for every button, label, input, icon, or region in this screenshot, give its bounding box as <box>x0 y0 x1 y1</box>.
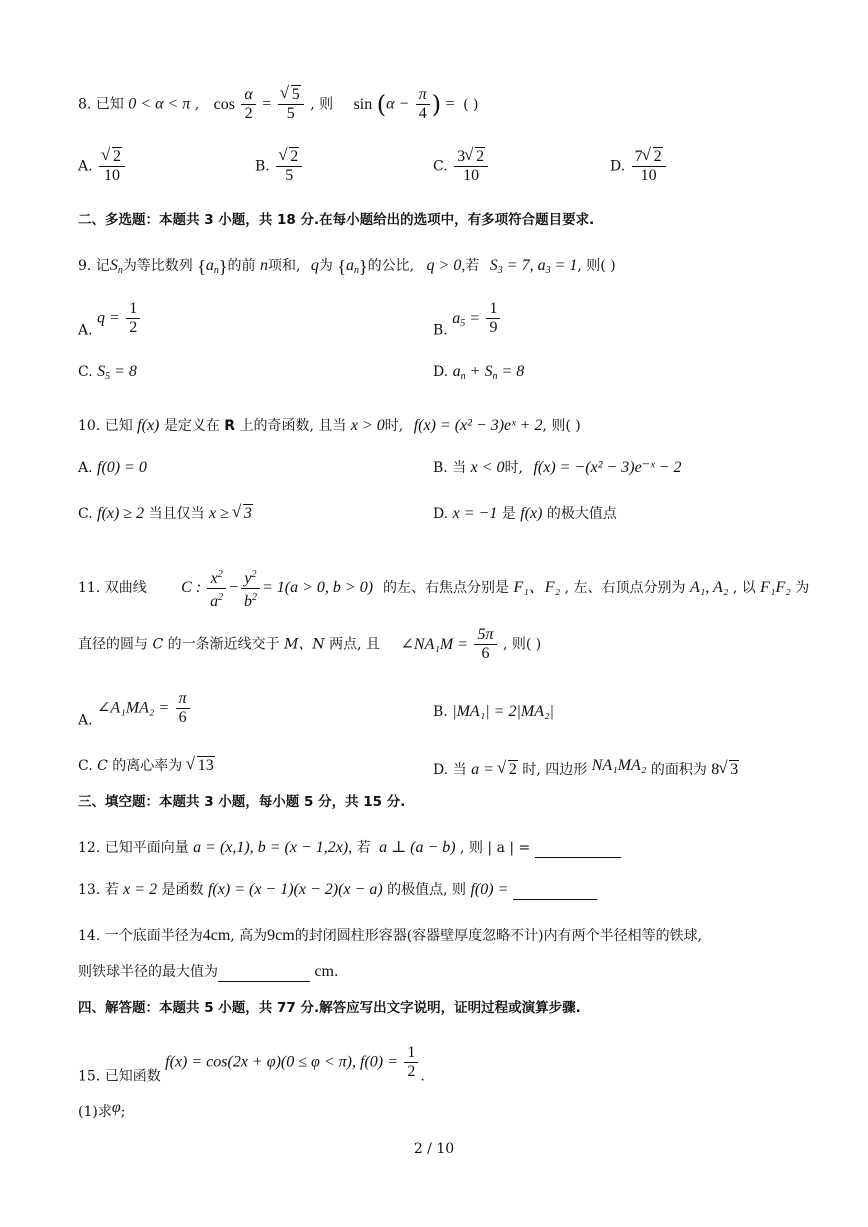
q8-then: , 则 <box>310 96 334 113</box>
q8-opt-c-frac: $\frac{3√ 2}{10}$ <box>454 148 488 185</box>
q10-opt-d-text-2: 的极大值点 <box>546 506 617 522</box>
q11-option-c <box>78 756 215 776</box>
question-12 <box>78 838 621 858</box>
q9-seq-2: $\{a_n\}$ <box>337 256 368 277</box>
q12-text-3: , 则 | a | = <box>460 840 531 856</box>
q8-opt-a-label: A. <box>78 158 93 175</box>
q9-option-a <box>78 300 142 341</box>
q15-frac: $\frac{1}{2}$ <box>404 1044 418 1081</box>
q9-n: n <box>260 257 268 274</box>
q8-eq: = <box>262 95 272 113</box>
page-number: 2 / 10 <box>413 1141 455 1157</box>
q8-sin-frac: $\frac{\pi}{4}$ <box>416 86 430 123</box>
q11-opt-d-area: 8√ 3 <box>711 761 739 778</box>
q8-opt-b-label: B. <box>255 158 270 175</box>
q10-opt-c-cond: x ≥ √ 3 <box>209 505 253 522</box>
q9-opt-b-label: B. <box>433 322 448 339</box>
q14-l2-text: 则铁球半径的最大值为 <box>78 964 218 980</box>
q10-opt-a-label: A. <box>78 460 93 476</box>
q15-text-1: 15. 已知函数 <box>78 1068 161 1085</box>
q8-option-b <box>255 148 304 185</box>
q11-opt-d-text-1: 当 <box>452 762 467 778</box>
q9-opt-a-frac: $\frac{1}{2}$ <box>126 300 140 337</box>
q9-text-4: 项和, <box>268 258 301 274</box>
q10-text-3: 上的奇函数, 且当 <box>239 418 347 434</box>
q11-text-2: 的左、右焦点分别是 <box>383 580 510 597</box>
q11-l2-mn: M、N <box>284 636 325 653</box>
q11-angle: ∠NA₁M = <box>400 635 469 653</box>
q11-opt-d-label: D. <box>433 762 449 778</box>
q8-opt-b-frac: √ $\frac{2}{5}$ <box>276 148 302 185</box>
question-8-stem: 8. 已知 0 < α < π , cos $\frac{\alpha}{2}$ = √ $\frac{5}{5}$ , 则 sin (α − $\frac{\pi}{4}$ ) = ( ) <box>78 86 478 123</box>
q12-vectors: a = (x,1), b = (x − 1,2x), <box>193 839 353 856</box>
q10-opt-d-label: D. <box>433 506 449 522</box>
q11-text-5: 为 <box>795 580 810 597</box>
q9-q: q <box>310 257 319 274</box>
q15-period: . <box>420 1068 425 1085</box>
q10-expr: f(x) = (x² − 3)eˣ + 2 <box>413 417 543 434</box>
q11-opt-c-text: 的离心率为 <box>112 758 183 774</box>
q9-text-3: 的前 <box>227 258 256 274</box>
q13-text-1: 13. 若 <box>78 882 119 898</box>
q14-text-3: 的封闭圆柱形容器(容器壁厚度忽略不计)内有两个半径相等的铁球, <box>294 928 703 944</box>
q10-opt-b-mid: 时, <box>504 460 524 476</box>
section-3-heading: 三、填空题：本题共 3 小题，每小题 5 分，共 15 分. <box>78 794 406 810</box>
q10-fx: f(x) <box>137 417 160 434</box>
q11-text-1: 11. 双曲线 <box>78 580 147 597</box>
q11-opt-a-label: A. <box>78 712 93 729</box>
question-11-line-2 <box>78 626 541 663</box>
q8-opt-c-label: C. <box>433 158 448 175</box>
q11-option-d <box>433 756 739 780</box>
q8-cos-rhs: √ $\frac{5}{5}$ <box>278 86 304 123</box>
q9-opt-b-lhs: $a_5$ = <box>452 309 480 329</box>
q10-option-d <box>433 504 617 524</box>
q13-f0: f(0) = <box>470 881 509 898</box>
q15-phi: φ <box>111 1099 121 1116</box>
q12-condition: a ⊥ (a − b) <box>379 839 456 856</box>
q8-cos-frac: $\frac{\alpha}{2}$ <box>241 86 255 123</box>
q9-option-c <box>78 362 137 387</box>
q11-option-b <box>433 702 554 722</box>
q13-text-3: 的极值点, 则 <box>387 882 467 898</box>
q9-opt-c-label: C. <box>78 364 93 380</box>
q10-text-1: 10. 已知 <box>78 418 133 434</box>
q11-text-4: , 以 <box>732 580 756 597</box>
q11-opt-d-text-2: 时, 四边形 <box>522 762 588 778</box>
q10-text-2: 是定义在 <box>163 418 220 434</box>
q14-text-1: 14. 一个底面半径为 <box>78 928 203 944</box>
question-13 <box>78 880 597 900</box>
q11-l2-text-4: , 则( ) <box>502 636 542 653</box>
q9-text-7: 若 <box>465 258 480 274</box>
q11-opt-c-rad: √ 13 <box>187 756 215 776</box>
q10-cond: x > 0 <box>350 417 385 434</box>
q11-angle-frac: $\frac{5\pi}{6}$ <box>474 626 496 663</box>
q8-opt-d-label: D. <box>610 158 626 175</box>
q13-x: x = 2 <box>123 881 158 898</box>
q8-option-d <box>610 148 668 185</box>
q10-option-c <box>78 504 253 524</box>
q11-opt-b-label: B. <box>433 704 448 720</box>
q9-opt-a-lhs: q = <box>97 309 120 327</box>
q15-semicolon: ; <box>120 1104 126 1120</box>
q10-opt-d-text-1: 是 <box>501 506 516 522</box>
q11-l2-text-2: 的一条渐近线交于 <box>167 636 280 653</box>
q14-height: 9cm <box>267 927 295 944</box>
q13-fx: f(x) = (x − 1)(x − 2)(x − a) <box>207 881 383 898</box>
q8-opt-d-frac: $\frac{7√ 2}{10}$ <box>632 148 666 185</box>
q10-option-a <box>78 458 147 478</box>
q14-answer-blank[interactable] <box>218 965 310 982</box>
section-2-heading: 二、多选题：本题共 3 小题，共 18 分.在每小题给出的选项中，有多项符合题目要求. <box>78 212 595 228</box>
q9-text-1: 9. 记 <box>78 258 110 274</box>
q11-l2-text-1: 直径的圆与 <box>78 636 148 653</box>
q9-seq: $\{a_n\}$ <box>197 256 228 277</box>
q11-opt-d-text-3: 的面积为 <box>650 762 707 778</box>
q11-opt-c-label: C. <box>78 758 93 774</box>
q9-option-d <box>433 362 524 387</box>
q10-text-5: , 则( ) <box>542 418 581 434</box>
q10-opt-c-label: C. <box>78 506 93 522</box>
q15-fx: f(x) = cos(2x + φ)(0 ≤ φ < π), f(0) = <box>165 1053 398 1071</box>
question-15-part-1 <box>78 1098 125 1122</box>
q9-opt-b-frac: $\frac{1}{9}$ <box>486 300 500 337</box>
q9-opt-a-label: A. <box>78 322 93 339</box>
q11-opt-a-frac: $\frac{\pi}{6}$ <box>176 690 190 727</box>
q9-text-8: , 则( ) <box>577 258 616 274</box>
q12-text-2: 若 <box>356 840 371 856</box>
q9-text-5: 为 <box>318 258 333 274</box>
q8-option-c <box>433 148 490 185</box>
q11-text-3: , 左、右顶点分别为 <box>564 580 686 597</box>
q10-opt-b-cond: x < 0 <box>470 459 505 476</box>
q8-tail: = <box>445 95 455 113</box>
question-11-stem <box>78 566 809 611</box>
q11-option-a <box>78 690 192 731</box>
q10-option-b <box>433 458 681 478</box>
q13-answer-blank[interactable] <box>513 883 597 900</box>
question-14-line-2 <box>78 962 338 982</box>
q9-sn: $S_n$ <box>109 257 123 276</box>
q11-l2-c: C <box>152 636 164 653</box>
q13-text-2: 是函数 <box>161 882 204 898</box>
q8-cos-lhs: cos <box>213 95 235 113</box>
q10-R: R <box>224 418 236 434</box>
q9-given: $S_3 = 7$, $a_3 = 1$ <box>489 257 578 276</box>
q10-opt-b-pre: 当 <box>452 460 467 476</box>
q12-text-1: 12. 已知平面向量 <box>78 840 189 856</box>
question-9-stem <box>78 256 616 281</box>
q14-period: . <box>334 964 339 980</box>
q10-opt-a-expr: f(0) = 0 <box>97 459 147 476</box>
q12-answer-blank[interactable] <box>535 841 621 858</box>
q11-opt-d-cond: a = √ 2 <box>471 761 518 778</box>
question-10-stem <box>78 416 581 436</box>
q15-part-1-text: (1)求 <box>78 1104 112 1120</box>
q11-foci: F₁、F₂ <box>513 579 561 597</box>
q11-opt-d-quad: NA₁MA₂ <box>591 757 647 774</box>
q9-opt-c-expr: $S_5 = 8$ <box>97 363 137 382</box>
q8-sin-arg: α − <box>386 95 410 113</box>
q14-radius: 4cm <box>202 927 231 944</box>
q9-opt-d-expr: $a_n + S_n = 8$ <box>452 363 525 382</box>
q11-opt-b-expr: |MA₁| = 2|MA₂| <box>452 703 554 720</box>
q11-f1f2: F₁F₂ <box>760 579 791 597</box>
q11-l2-text-3: 两点, 且 <box>329 636 381 653</box>
q8-stem-text: 8. 已知 <box>78 96 124 113</box>
q8-sep: , <box>194 96 200 113</box>
q8-condition: 0 < α < π <box>128 95 191 113</box>
q9-condition: q > 0, <box>426 257 466 274</box>
q9-text-6: 的公比, <box>367 258 415 274</box>
q10-text-4: 时, <box>384 418 404 434</box>
q8-opt-a-frac: √ $\frac{2}{10}$ <box>99 148 125 185</box>
q8-answer-paren: ( ) <box>463 96 479 113</box>
q11-hyperbola: C : $\frac{x^2}{a^2}$ − $\frac{y^2}{b^2}$ = 1(a > 0, b > 0) <box>181 579 377 596</box>
q10-opt-c-text: 当且仅当 <box>148 506 205 522</box>
q14-unit: cm <box>314 963 334 980</box>
q10-opt-b-expr: f(x) = −(x² − 3)e⁻ˣ − 2 <box>533 459 682 476</box>
q9-option-b <box>433 300 502 341</box>
q10-opt-c-expr: f(x) ≥ 2 <box>97 505 145 522</box>
q10-opt-d-fx: f(x) <box>520 505 543 522</box>
q8-option-a <box>78 148 127 185</box>
section-4-heading: 四、解答题：本题共 5 小题，共 77 分.解答应写出文字说明，证明过程或演算步骤. <box>78 1000 581 1016</box>
q9-text-2: 为等比数列 <box>122 258 193 274</box>
q11-opt-c-c: C <box>97 758 108 774</box>
q14-text-2: , 高为 <box>230 928 268 944</box>
q11-opt-a-expr: ∠A₁MA₂ = <box>97 699 170 717</box>
q8-sin: sin <box>353 95 373 113</box>
question-14 <box>78 926 702 946</box>
question-15 <box>78 1044 425 1087</box>
q11-vertices: A₁, A₂ <box>689 579 729 597</box>
q10-opt-d-expr: x = −1 <box>452 505 498 522</box>
q10-opt-b-label: B. <box>433 460 448 476</box>
q9-opt-d-label: D. <box>433 364 449 380</box>
